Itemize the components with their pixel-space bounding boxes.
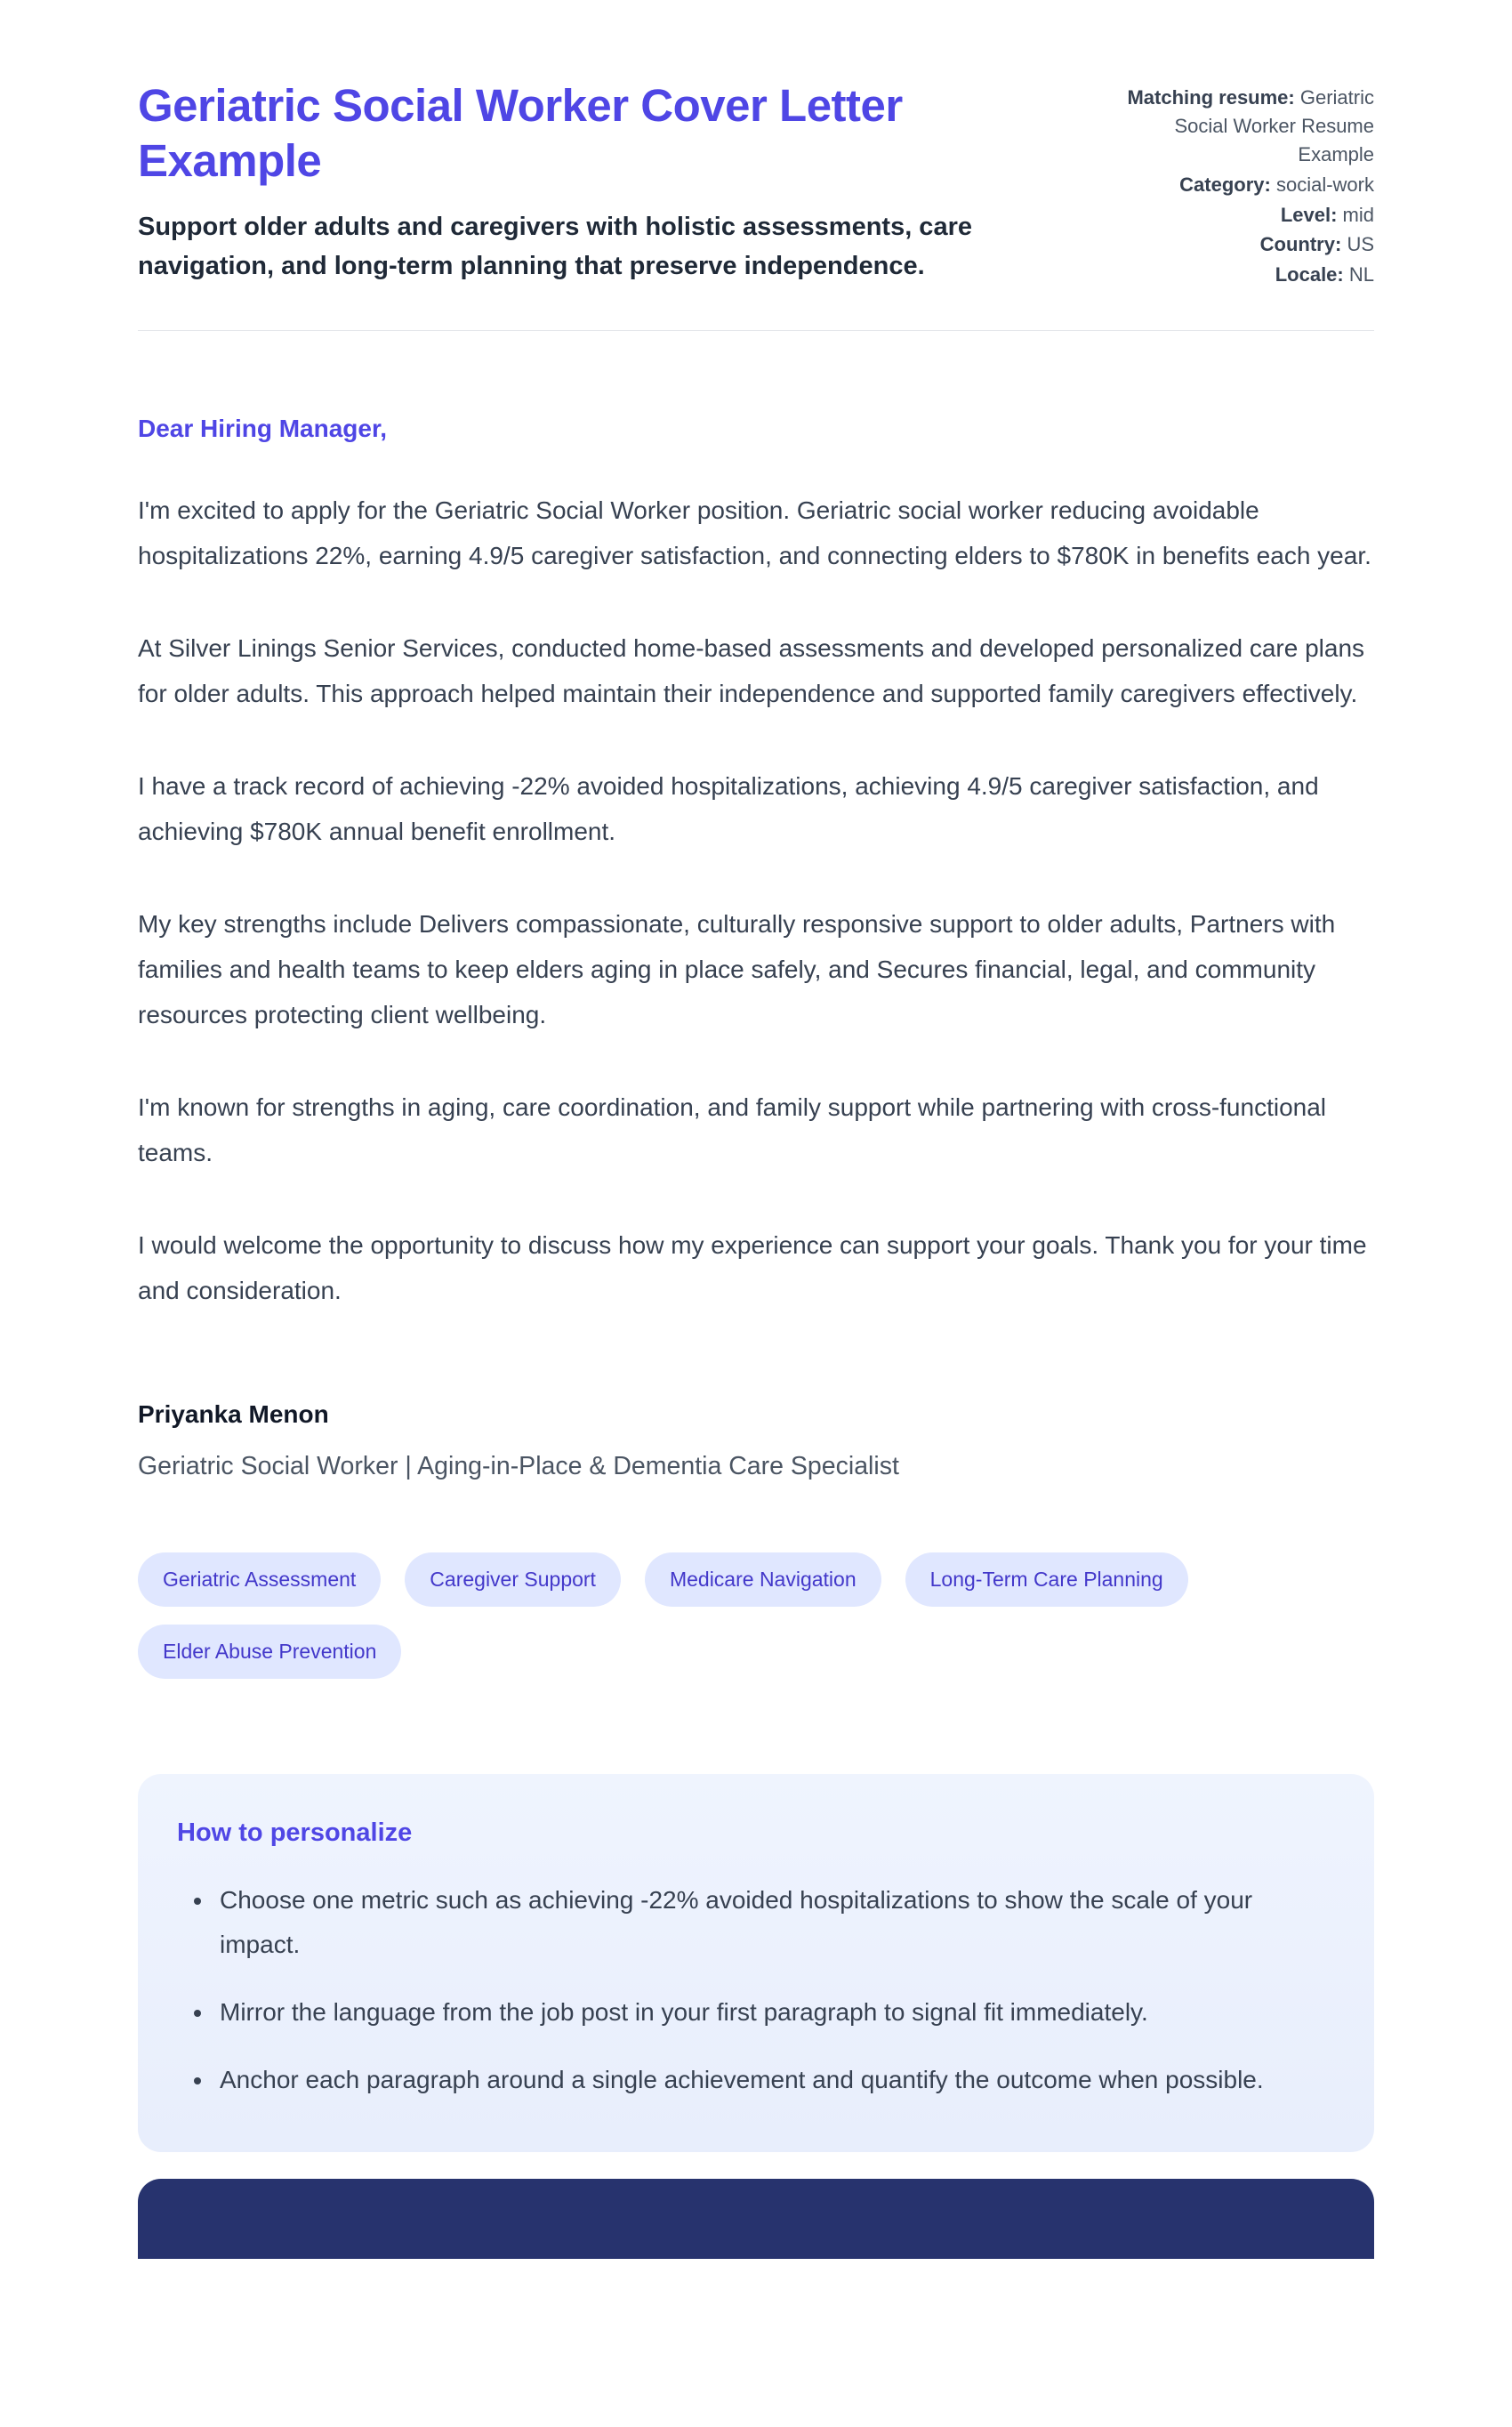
tag-medicare-navigation: Medicare Navigation bbox=[645, 1552, 881, 1607]
meta-value-level: mid bbox=[1342, 203, 1374, 226]
personalize-tip-1: • Choose one metric such as achieving -22% avoided hospitalizations to show the scale of your impact. bbox=[214, 1878, 1328, 1967]
letter-paragraph-3: I have a track record of achieving -22% avoided hospitalizations, achieving 4.9/5 caregiver satisfaction, and achieving $780K annual benefit enrollment. bbox=[138, 772, 1319, 846]
meta-label-country: Country: bbox=[1259, 233, 1342, 256]
meta-panel bbox=[1107, 78, 1374, 291]
personalize-tip-3: • Anchor each paragraph around a single achievement and quantify the outcome when possible. bbox=[214, 2058, 1328, 2102]
header-divider bbox=[138, 330, 1374, 331]
meta-row-level bbox=[1107, 201, 1374, 230]
letter-paragraph-4: My key strengths include Delivers compassionate, culturally responsive support to older adults, Partners with families and health teams to keep elders aging in place safely, and Secures financial, legal, and community resources protecting client wellbeing. bbox=[138, 910, 1336, 1029]
letter-paragraph-6: I would welcome the opportunity to discuss how my experience can support your goals. Thank you for your time and consideration. bbox=[138, 1231, 1367, 1305]
letter-paragraph-1: I'm excited to apply for the Geriatric Social Worker position. Geriatric social worker reducing avoidable hospitalizations 22%, earning 4.9/5 caregiver satisfaction, and connecting elders to $780K in benefits each year. bbox=[138, 496, 1371, 570]
meta-row-country bbox=[1107, 230, 1374, 259]
signature-title: Geriatric Social Worker | Aging-in-Place & Dementia Care Specialist bbox=[138, 1452, 899, 1481]
tag-elder-abuse-prevention: Elder Abuse Prevention bbox=[138, 1625, 401, 1679]
meta-label-matching-resume: Matching resume: bbox=[1127, 86, 1295, 109]
tag-caregiver-support: Caregiver Support bbox=[405, 1552, 621, 1607]
personalize-tip-list bbox=[177, 1878, 1328, 2102]
meta-value-locale: NL bbox=[1348, 263, 1374, 286]
meta-label-category: Category: bbox=[1179, 173, 1271, 196]
meta-value-country: US bbox=[1347, 233, 1374, 256]
letter-paragraph-2: At Silver Linings Senior Services, conducted home-based assessments and developed personalized care plans for older adults. This approach helped maintain their independence and supported family caregivers effectively. bbox=[138, 634, 1365, 708]
header bbox=[138, 78, 1374, 291]
title-block bbox=[138, 78, 1009, 286]
next-section-cutoff bbox=[138, 2179, 1374, 2259]
personalize-tip-2: • Mirror the language from the job post in your first paragraph to signal fit immediately. bbox=[214, 1990, 1328, 2035]
meta-label-locale: Locale: bbox=[1275, 263, 1344, 286]
page-subtitle: Support older adults and caregivers with holistic assessments, care navigation, and long-term planning that preserve independence. bbox=[138, 213, 972, 280]
meta-row-matching-resume bbox=[1107, 84, 1374, 169]
tag-geriatric-assessment: Geriatric Assessment bbox=[138, 1552, 381, 1607]
meta-value-category: social-work bbox=[1275, 173, 1374, 196]
letter-paragraph-5: I'm known for strengths in aging, care coordination, and family support while partnering with cross-functional teams. bbox=[138, 1093, 1327, 1167]
cover-letter-body bbox=[138, 415, 1374, 1481]
meta-value-matching-resume-link[interactable]: Geriatric Social Worker Resume Example bbox=[1174, 86, 1374, 165]
personalize-heading: How to personalize bbox=[177, 1818, 413, 1847]
personalize-box bbox=[138, 1774, 1374, 2152]
meta-label-level: Level: bbox=[1280, 203, 1338, 226]
meta-row-category bbox=[1107, 171, 1374, 199]
meta-row-locale bbox=[1107, 261, 1374, 289]
skill-tag-list bbox=[138, 1552, 1294, 1679]
page-title: Geriatric Social Worker Cover Letter Example bbox=[138, 80, 903, 187]
signature-name: Priyanka Menon bbox=[138, 1400, 329, 1429]
tag-long-term-care-planning: Long-Term Care Planning bbox=[905, 1552, 1188, 1607]
salutation: Dear Hiring Manager, bbox=[138, 415, 388, 443]
